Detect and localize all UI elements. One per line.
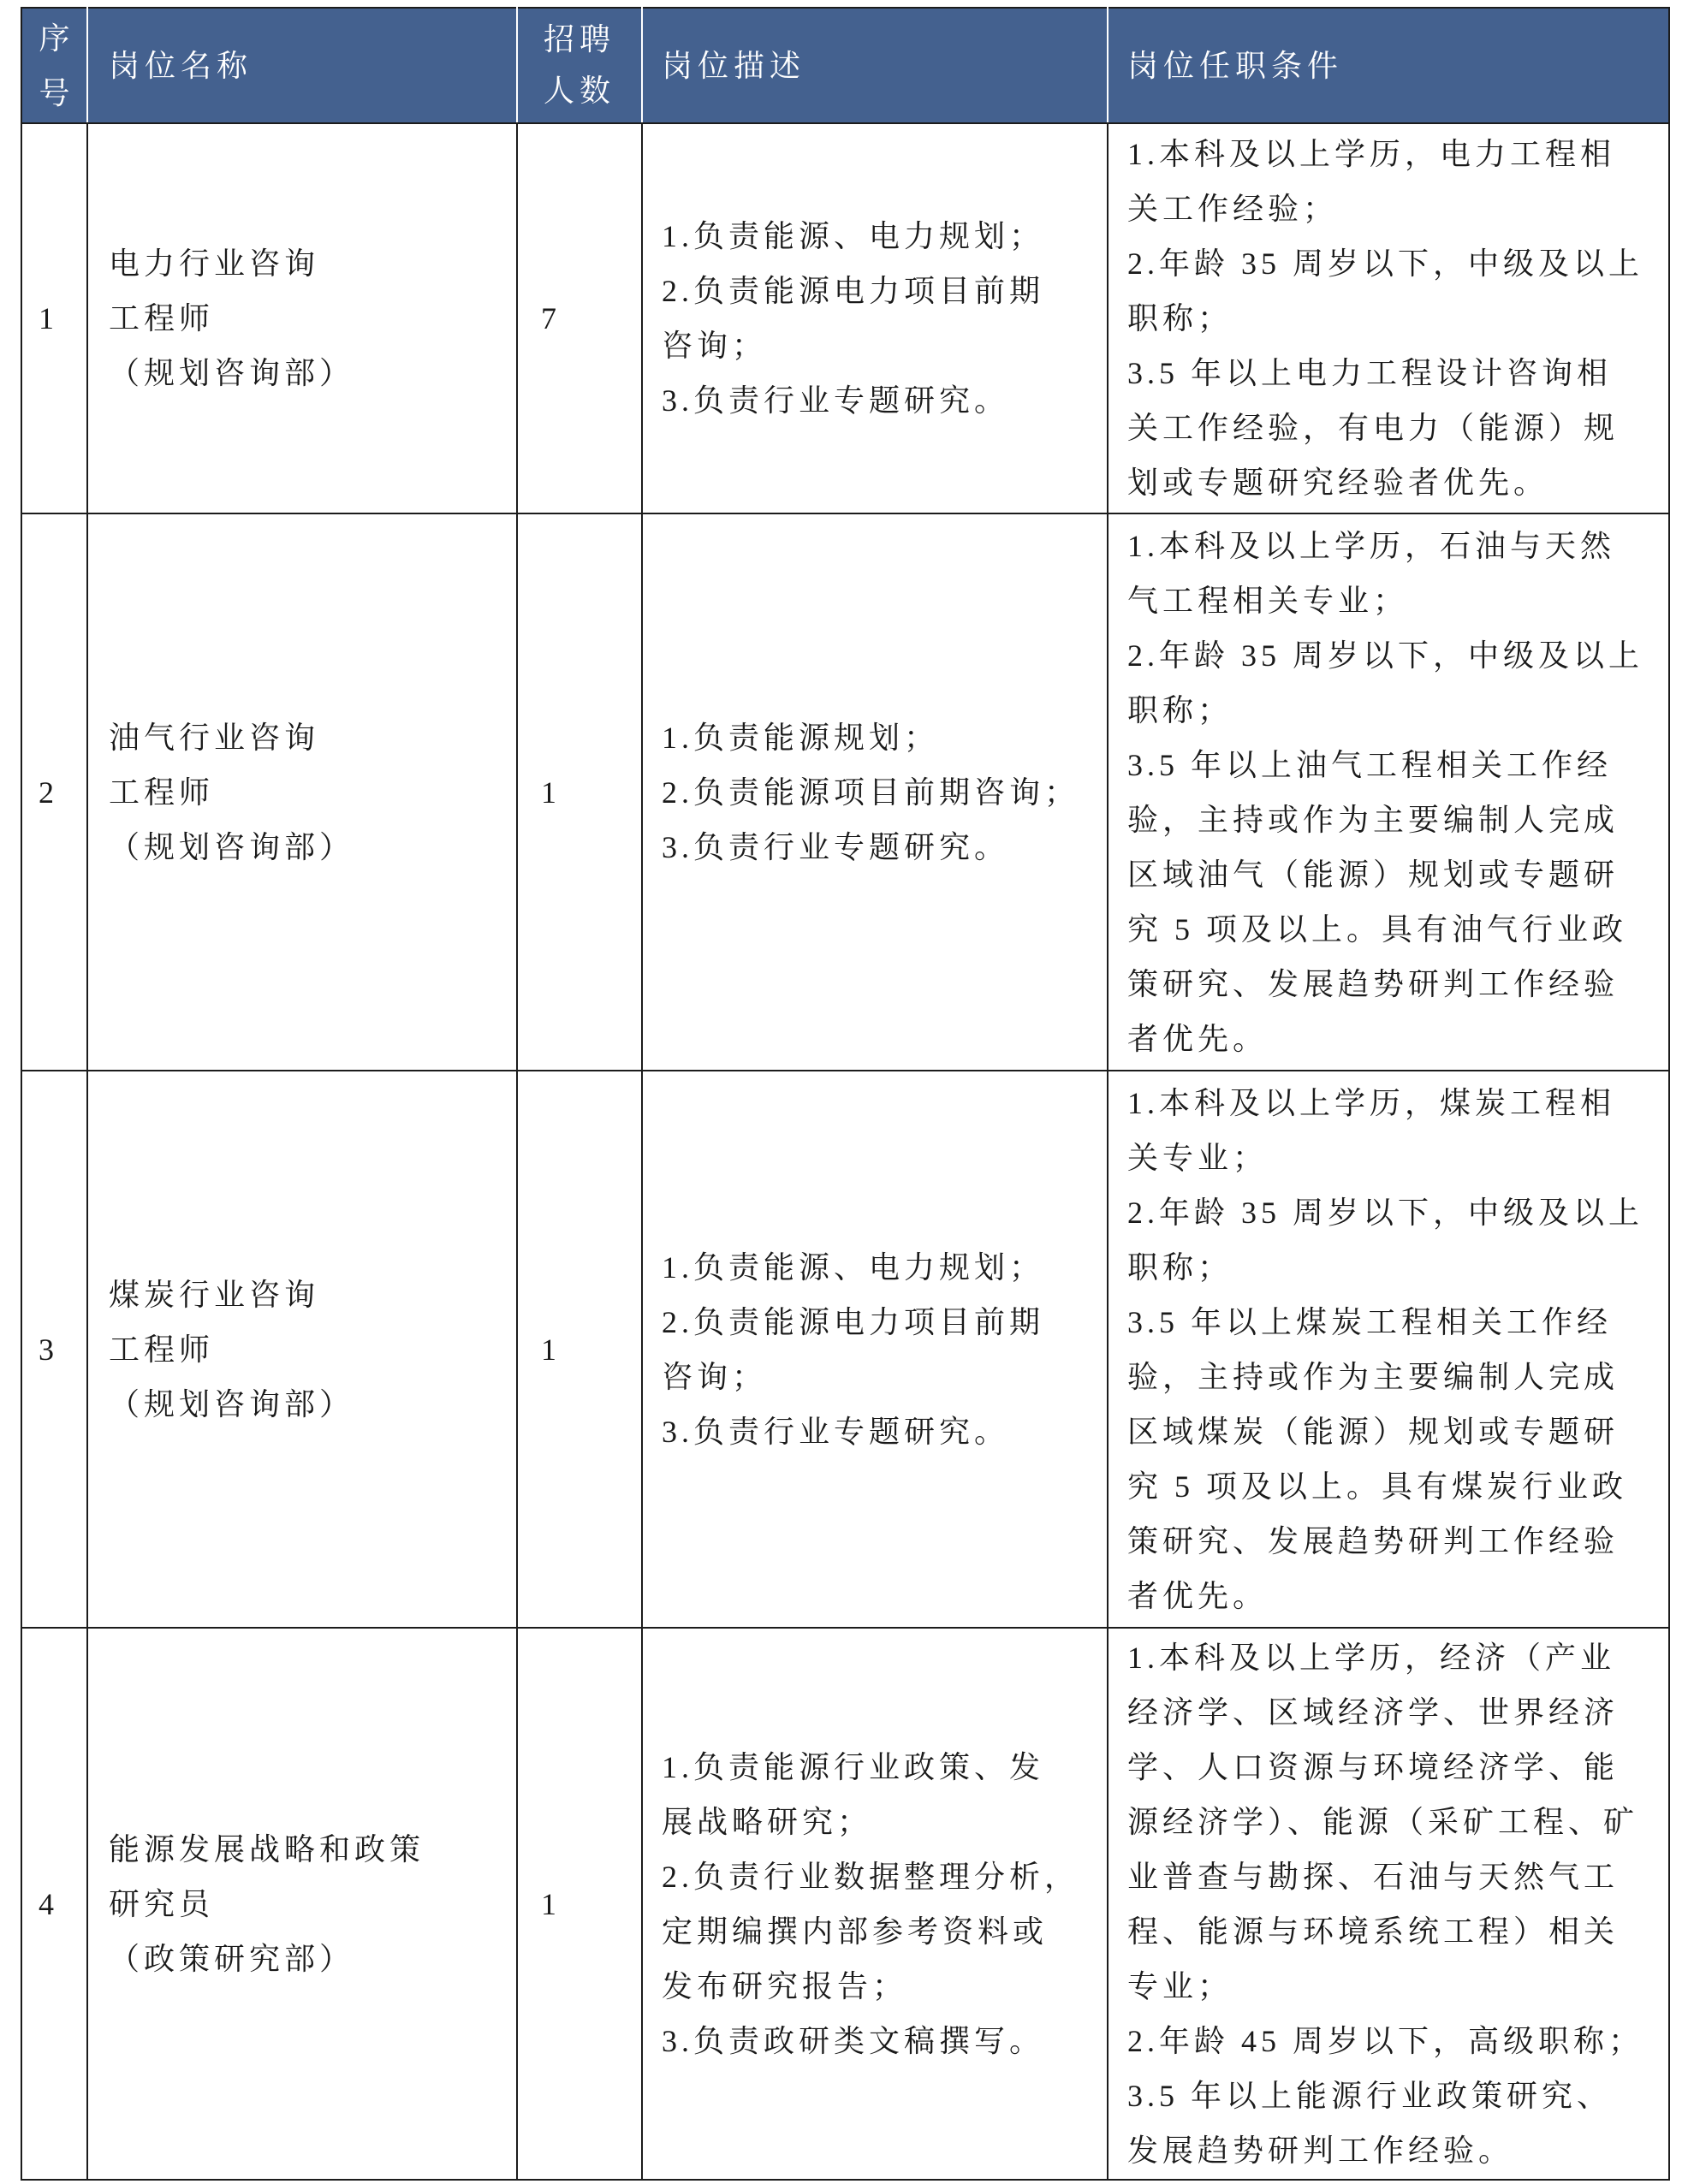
requirement-line: 者优先。 [1127, 1578, 1269, 1613]
position-line: （规划咨询部） [109, 1386, 355, 1421]
requirement-line: 2.年龄 35 周岁以下，中级及以上 [1127, 638, 1644, 673]
requirement-line: 关专业； [1127, 1140, 1269, 1175]
description-cell [642, 1071, 1108, 1628]
table-row [21, 1071, 1669, 1628]
description-cell [642, 123, 1108, 513]
hire-count: 1 [541, 774, 561, 810]
position-line: 油气行业咨询 [109, 720, 320, 755]
requirement-line: 2.年龄 35 周岁以下，中级及以上 [1127, 246, 1644, 281]
position-cell [87, 513, 517, 1071]
description-line: 3.负责行业专题研究。 [662, 1414, 1010, 1449]
header-position-label: 岗位名称 [109, 48, 253, 83]
requirement-line: 职称； [1127, 692, 1233, 727]
requirement-line: 验，主持或作为主要编制人完成 [1127, 802, 1620, 837]
header-position [87, 8, 517, 123]
description-line: 1.负责能源、电力规划； [662, 1249, 1045, 1285]
description-cell [642, 1628, 1108, 2180]
description-line: 2.负责能源项目前期咨询； [662, 774, 1080, 810]
requirement-line: 关工作经验，有电力（能源）规 [1127, 411, 1620, 445]
description-cell [642, 513, 1108, 1071]
requirement-line: 学、人口资源与环境经济学、能 [1127, 1749, 1620, 1784]
hire-count: 7 [541, 301, 561, 335]
requirements-cell [1108, 123, 1669, 513]
description-line: 2.负责能源电力项目前期 [662, 1304, 1045, 1339]
requirement-line: 3.5 年以上能源行业政策研究、 [1127, 2078, 1613, 2113]
position-line: （规划咨询部） [109, 356, 355, 390]
description-line: 1.负责能源、电力规划； [662, 219, 1045, 253]
requirement-line: 划或专题研究经验者优先。 [1127, 466, 1549, 500]
position-line: 工程师 [109, 1332, 215, 1367]
requirement-line: 1.本科及以上学历，煤炭工程相 [1127, 1085, 1616, 1120]
requirements-cell [1108, 1628, 1669, 2180]
position-line: （政策研究部） [109, 1941, 355, 1976]
requirement-line: 区域油气（能源）规划或专题研 [1127, 857, 1620, 892]
index-cell [21, 1628, 87, 2180]
row-index: 3 [39, 1332, 58, 1367]
description-line: 2.负责能源电力项目前期 [662, 274, 1045, 308]
requirement-line: 职称； [1127, 301, 1233, 335]
position-cell [87, 1628, 517, 2180]
requirement-line: 究 5 项及以上。具有油气行业政 [1127, 911, 1628, 947]
requirement-line: 策研究、发展趋势研判工作经验 [1127, 1523, 1620, 1558]
position-line: 煤炭行业咨询 [109, 1277, 320, 1312]
description-line: 3.负责行业专题研究。 [662, 829, 1010, 864]
position-line: 电力行业咨询 [109, 246, 320, 281]
requirement-line: 验，主持或作为主要编制人完成 [1127, 1359, 1620, 1394]
requirement-line: 源经济学）、能源（采矿工程、矿 [1127, 1804, 1639, 1839]
position-cell [87, 123, 517, 513]
position-cell [87, 1071, 517, 1628]
requirement-line: 业普查与勘探、石油与天然气工 [1127, 1859, 1620, 1894]
header-requirements-label: 岗位任职条件 [1127, 48, 1344, 83]
requirement-line: 究 5 项及以上。具有煤炭行业政 [1127, 1469, 1628, 1504]
requirement-line: 者优先。 [1127, 1021, 1269, 1056]
header-row [21, 8, 1669, 123]
requirement-line: 1.本科及以上学历，电力工程相 [1127, 137, 1616, 171]
header-requirements [1108, 8, 1669, 123]
recruitment-table [21, 7, 1670, 2181]
description-line: 发布研究报告； [662, 1968, 908, 2003]
header-count-label: 招聘人数 [543, 22, 615, 108]
requirements-cell [1108, 1071, 1669, 1628]
position-line: （规划咨询部） [109, 829, 355, 864]
requirement-line: 策研究、发展趋势研判工作经验 [1127, 966, 1620, 1001]
description-line: 1.负责能源行业政策、发 [662, 1749, 1045, 1784]
description-line: 3.负责行业专题研究。 [662, 383, 1010, 418]
header-description-label: 岗位描述 [662, 48, 806, 83]
hire-count: 1 [541, 1332, 561, 1367]
requirement-line: 3.5 年以上油气工程相关工作经 [1127, 747, 1613, 782]
row-index: 1 [39, 301, 58, 335]
description-line: 咨询； [662, 1359, 768, 1394]
requirement-line: 职称； [1127, 1249, 1233, 1285]
requirement-line: 专业； [1127, 1968, 1233, 2003]
count-cell [517, 1071, 642, 1628]
row-index: 4 [39, 1886, 58, 1921]
requirement-line: 1.本科及以上学历，经济（产业 [1127, 1640, 1616, 1675]
requirement-line: 1.本科及以上学历，石油与天然 [1127, 528, 1616, 563]
description-line: 定期编撰内部参考资料或 [662, 1914, 1049, 1949]
requirements-cell [1108, 513, 1669, 1071]
position-line: 工程师 [109, 774, 215, 810]
hire-count: 1 [541, 1886, 561, 1921]
table-row [21, 513, 1669, 1071]
requirement-line: 程、能源与环境系统工程）相关 [1127, 1914, 1620, 1949]
index-cell [21, 1071, 87, 1628]
requirement-line: 关工作经验； [1127, 192, 1339, 226]
requirement-line: 2.年龄 45 周岁以下，高级职称； [1127, 2023, 1644, 2058]
requirement-line: 气工程相关专业； [1127, 583, 1409, 618]
table-row [21, 123, 1669, 513]
row-index: 2 [39, 774, 58, 810]
header-index-label: 序号 [39, 21, 70, 110]
index-cell [21, 123, 87, 513]
description-line: 1.负责能源规划； [662, 720, 940, 755]
description-line: 咨询； [662, 329, 768, 363]
position-line: 研究员 [109, 1886, 215, 1921]
header-description [642, 8, 1108, 123]
description-line: 2.负责行业数据整理分析， [662, 1859, 1080, 1894]
position-line: 工程师 [109, 301, 215, 335]
count-cell [517, 1628, 642, 2180]
requirement-line: 经济学、区域经济学、世界经济 [1127, 1694, 1620, 1730]
description-line: 展战略研究； [662, 1804, 873, 1839]
table-row [21, 1628, 1669, 2180]
position-line: 能源发展战略和政策 [109, 1831, 425, 1866]
requirement-line: 3.5 年以上电力工程设计咨询相 [1127, 356, 1613, 390]
requirement-line: 3.5 年以上煤炭工程相关工作经 [1127, 1304, 1613, 1339]
header-count [517, 8, 642, 123]
header-index [21, 8, 87, 123]
count-cell [517, 123, 642, 513]
description-line: 3.负责政研类文稿撰写。 [662, 2023, 1045, 2058]
index-cell [21, 513, 87, 1071]
count-cell [517, 513, 642, 1071]
requirement-line: 区域煤炭（能源）规划或专题研 [1127, 1414, 1620, 1449]
requirement-line: 2.年龄 35 周岁以下，中级及以上 [1127, 1195, 1644, 1230]
requirement-line: 发展趋势研判工作经验。 [1127, 2133, 1514, 2168]
